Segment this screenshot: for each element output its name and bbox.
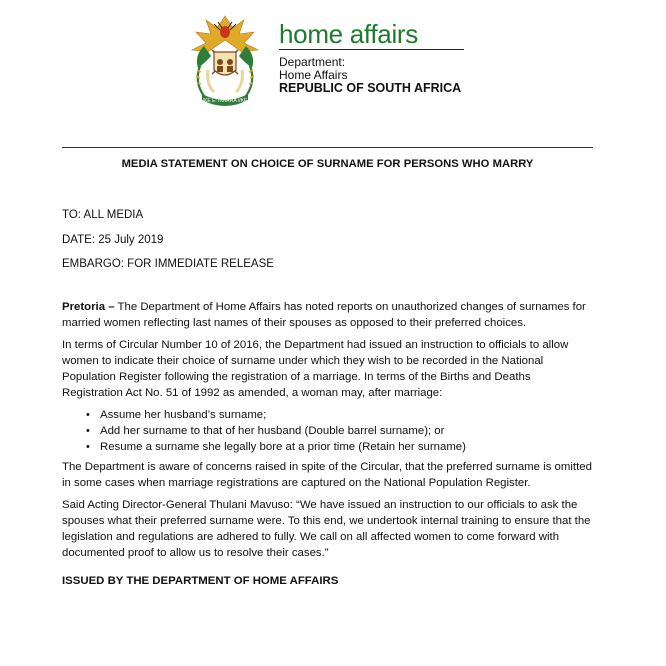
concerns-paragraph: The Department is aware of concerns raised in spite of the Circular, that the preferred surname is omitted in some cases when marriage registrations are captured on the National Population Register. bbox=[62, 461, 592, 489]
intro-paragraph bbox=[62, 299, 594, 331]
letterhead-divider bbox=[279, 49, 464, 50]
coat-of-arms-icon bbox=[184, 10, 266, 110]
department-name-logotype: home affairs bbox=[279, 19, 418, 49]
header-rule bbox=[62, 147, 593, 148]
list-item: • Assume her husband’s surname; bbox=[86, 407, 594, 423]
embargo-line: EMBARGO: FOR IMMEDIATE RELEASE bbox=[62, 258, 274, 270]
surname-options-list bbox=[62, 407, 594, 455]
department-address-block bbox=[279, 56, 461, 95]
intro-text: The Department of Home Affairs has noted reports on unauthorized changes of surnames for married women reflecting last names of their spouses as opposed to their preferred choices. bbox=[62, 301, 586, 329]
dateline-location: Pretoria – bbox=[62, 301, 115, 313]
country-name: REPUBLIC OF SOUTH AFRICA bbox=[279, 81, 462, 95]
department-subname: Home Affairs bbox=[279, 68, 348, 82]
recipient-line: TO: ALL MEDIA bbox=[62, 209, 144, 221]
document-title: MEDIA STATEMENT ON CHOICE OF SURNAME FOR PERSONS WHO MARRY bbox=[121, 158, 534, 170]
crest-motto-text: !KE E: /XARRA //KE bbox=[202, 98, 248, 104]
issued-by-line: ISSUED BY THE DEPARTMENT OF HOME AFFAIRS bbox=[62, 575, 339, 587]
circular-paragraph: In terms of Circular Number 10 of 2016, the Department had issued an instruction to officials to allow women to indicate their choice of surname under which they wish to be recorded in the National Population Register following the registration of a marriage. In terms of the Births and Deaths Registration Act No. 51 of 1992 as amended, a woman may, after marriage: bbox=[62, 339, 569, 399]
date-line: DATE: 25 July 2019 bbox=[62, 234, 164, 246]
department-label: Department: bbox=[279, 55, 346, 69]
list-item: • Add her surname to that of her husband (Double barrel surname); or bbox=[86, 423, 594, 439]
quote-paragraph: Said Acting Director-General Thulani Mavuso: “We have issued an instruction to our officials to ask the spouses what their preferred surname were. To this end, we undertook internal training to ensure that the legislation and regulations are adhered to fully. We call on all affected women to come forward with documented proof to allow us to resolve their cases.” bbox=[62, 499, 591, 559]
statement-body bbox=[62, 299, 594, 595]
list-item: • Resume a surname she legally bore at a prior time (Retain her surname) bbox=[86, 439, 594, 455]
